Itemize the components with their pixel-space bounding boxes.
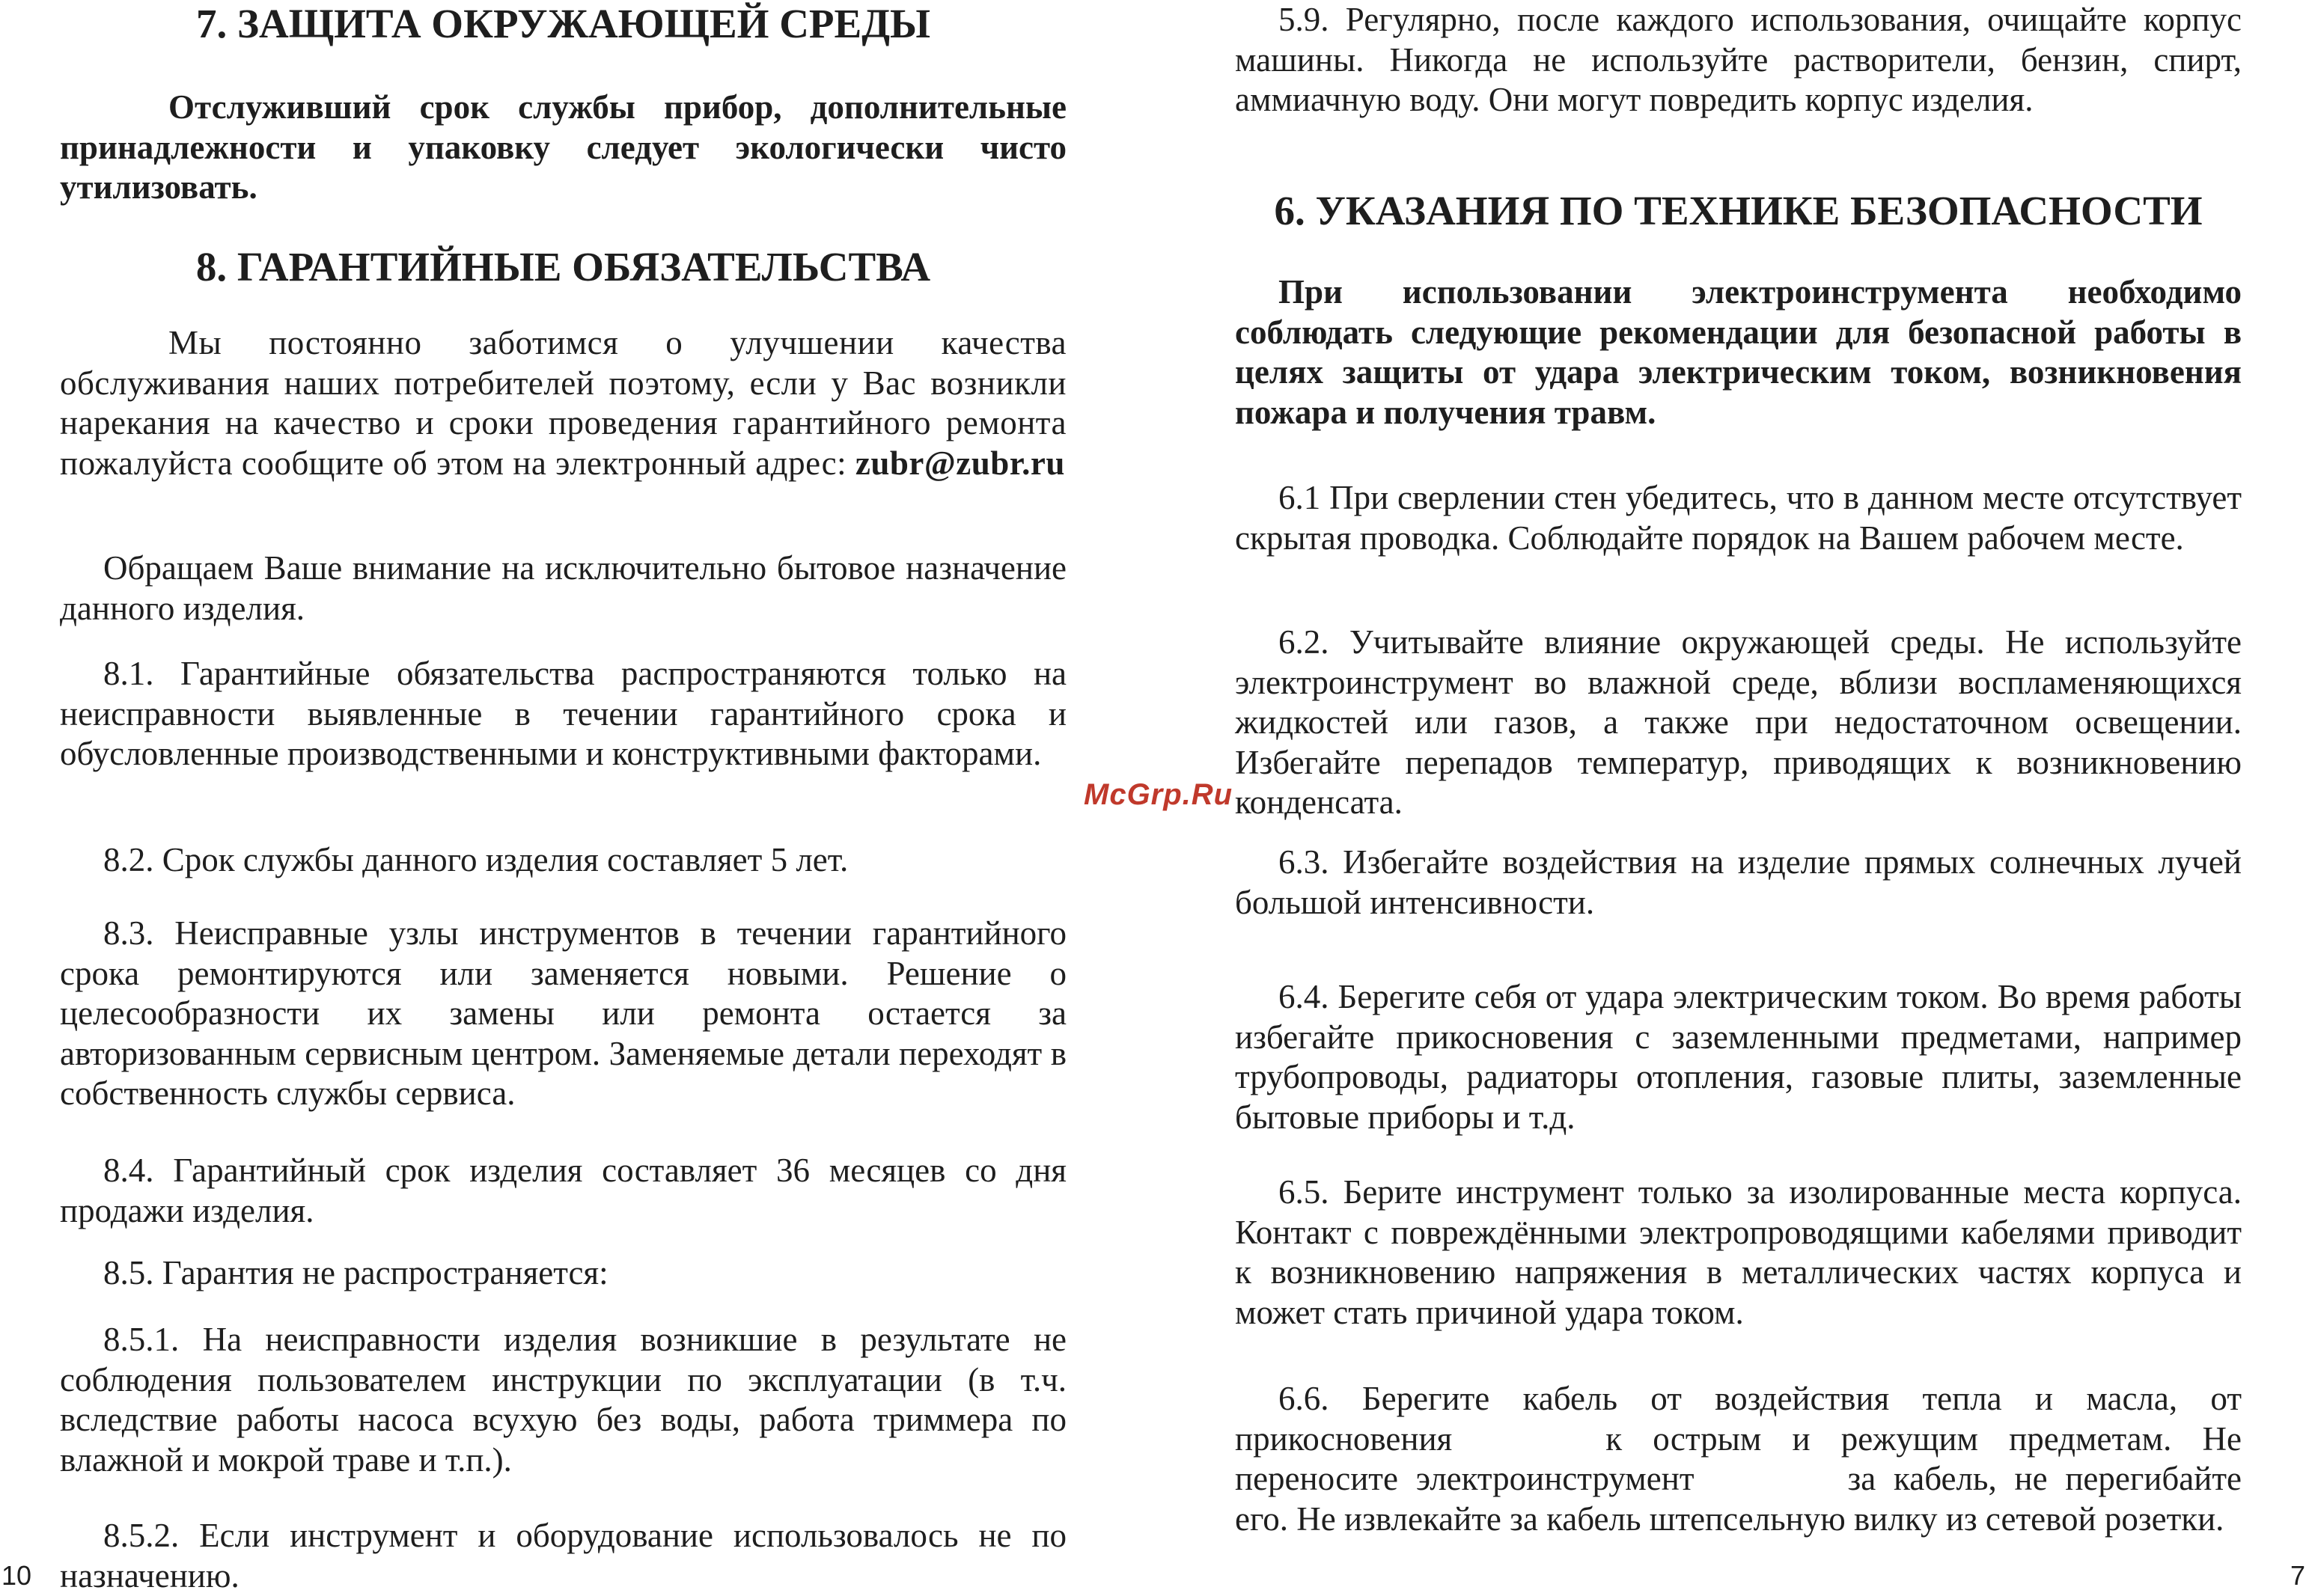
safety-intro: При использовании электроинструмента необходимо соблюдать следующие рекомендации для безопасной работы в целях защиты от удара электрическим током, возникновения пожара и получения травм. xyxy=(1235,273,2242,431)
clause-6-1: 6.1 При сверлении стен убедитесь, что в данном месте отсутствует скрытая проводка. Соблюдайте порядок на Вашем рабочем месте. xyxy=(1235,479,2242,557)
clause-8-5-1: 8.5.1. На неисправности изделия возникшие в результате не соблюдения пользователем инструкции по эксплуатации (в т.ч. вследствие работы насоса всухую без воды, работа триммера по влажной и мокрой траве и т.п.). xyxy=(60,1321,1067,1479)
clause-6-4: 6.4. Берегите себя от удара электрическим током. Во время работы избегайте прикосновения с заземленными предметами, например трубопроводы, радиаторы отопления, газовые плиты, заземленные бытовые приборы и т.д. xyxy=(1235,978,2242,1136)
clause-8-2: 8.2. Срок службы данного изделия составляет 5 лет. xyxy=(103,841,849,878)
clause-6-6-part-c: за кабель, не перегибайте его. Не извлекайте за кабель штепсельную вилку из сетевой розетки. xyxy=(1235,1460,2242,1538)
warranty-intro xyxy=(60,323,1067,483)
household-use-notice: Обращаем Ваше внимание на исключительно бытовое назначение данного изделия. xyxy=(60,549,1067,627)
clause-8-3: 8.3. Неисправные узлы инструментов в течении гарантийного срока ремонтируются или заменяется новыми. Решение о целесообразности их замены или ремонта остается за авторизованным сервисным центром. Заменяемые детали переходят в собственность службы сервиса. xyxy=(60,914,1067,1112)
clause-5-9: 5.9. Регулярно, после каждого использования, очищайте корпус машины. Никогда не используйте растворители, бензин, спирт, аммиачную воду. Они могут повредить корпус изделия. xyxy=(1235,1,2242,118)
page-number-left: 10 xyxy=(1,1560,32,1591)
clause-8-4: 8.4. Гарантийный срок изделия составляет 36 месяцев со дня продажи изделия. xyxy=(60,1152,1067,1229)
warranty-intro-text: Мы постоянно заботимся о улучшении качества обслуживания наших потребителей поэтому, если у Вас возникли нарекания на качество и сроки проведения гарантийного ремонта пожалуйста сообщите об этом на электронный адрес: xyxy=(60,324,1067,482)
clause-8-1: 8.1. Гарантийные обязательства распространяются только на неисправности выявленные в течении гарантийного срока и обусловленные производственными и конструктивными факторами. xyxy=(60,655,1067,772)
support-email: zubr@zubr.ru xyxy=(855,444,1065,482)
clause-6-5: 6.5. Берите инструмент только за изолированные места корпуса. Контакт с повреждёнными электропроводящими кабелями приводит к возникновению напряжения в металлических частях корпуса и может стать причиной удара током. xyxy=(1235,1173,2242,1331)
clause-6-2: 6.2. Учитывайте влияние окружающей среды. Не используйте электроинструмент во влажной среде, вблизи воспламеняющихся жидкостей или газов, а также при недостаточном освещении. Избегайте перепадов температур, приводящих к возникновению конденсата. xyxy=(1235,623,2242,821)
clause-6-6-part-a: 6.6. Берегите кабель от воздействия тепла и масла, от прикосновения xyxy=(1235,1380,2242,1458)
section-7-title: 7. ЗАЩИТА ОКРУЖАЮЩЕЙ СРЕДЫ xyxy=(195,1,931,46)
clause-8-5-2: 8.5.2. Если инструмент и оборудование использовалось не по назначению. xyxy=(60,1517,1067,1595)
section-7-text: Отслуживший срок службы прибор, дополнительные принадлежности и упаковку следует экологически чисто утилизовать. xyxy=(60,88,1067,206)
clause-6-3: 6.3. Избегайте воздействия на изделие прямых солнечных лучей большой интенсивности. xyxy=(1235,843,2242,921)
section-8-title: 8. ГАРАНТИЙНЫЕ ОБЯЗАТЕЛЬСТВА xyxy=(195,244,931,290)
clause-6-6 xyxy=(1235,1379,2242,1539)
clause-8-5: 8.5. Гарантия не распространяется: xyxy=(103,1254,608,1291)
watermark: McGrp.Ru xyxy=(1084,778,1233,811)
clause-6-6-part-b: к острым и режущим предметам. Не переносите электроинструмент xyxy=(1235,1419,2242,1497)
page-number-right: 7 xyxy=(2290,1560,2306,1591)
section-6-title: 6. УКАЗАНИЯ ПО ТЕХНИКЕ БЕЗОПАСНОСТИ xyxy=(1274,188,2203,233)
